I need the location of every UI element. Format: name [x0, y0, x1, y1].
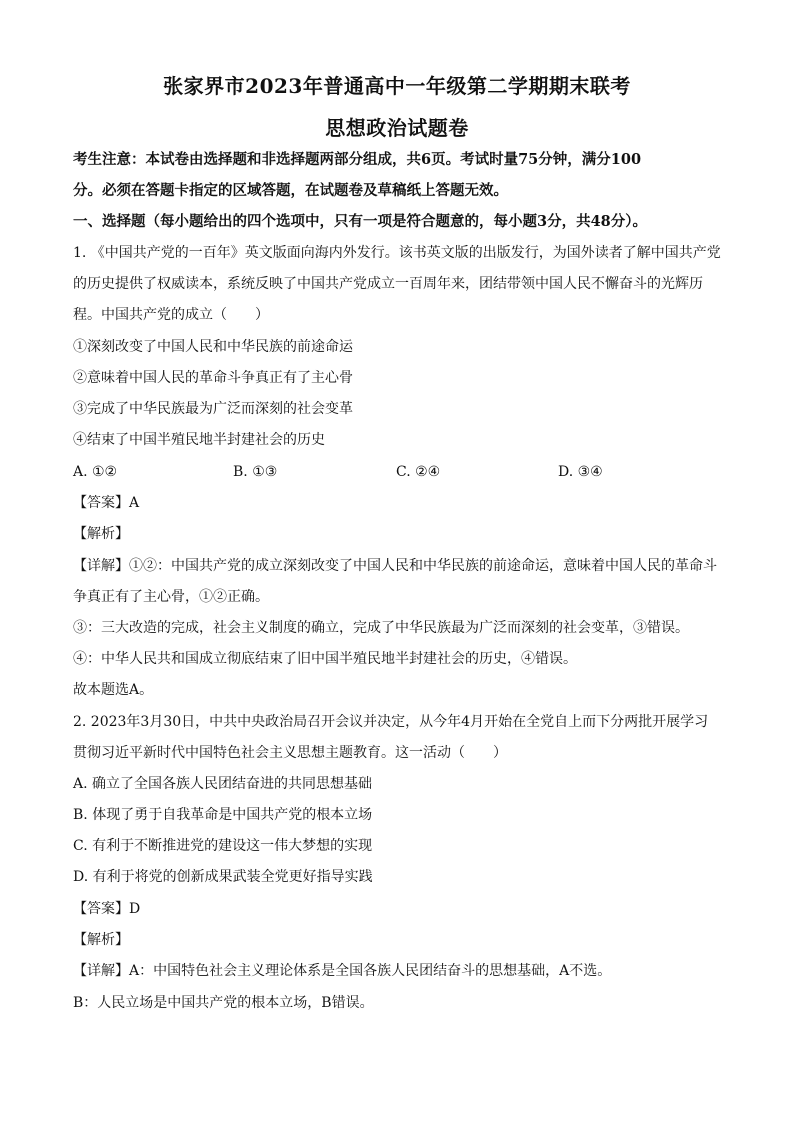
q1-item-1: ①深刻改变了中国人民和中华民族的前途命运: [73, 339, 353, 355]
q1-stem-line-2: 的历史提供了权威读本，系统反映了中国共产党成立一百周年来，团结带领中国人民不懈奋斗的光辉历: [73, 276, 703, 292]
page-title: 张家界市2023年普通高中一年级第二学期期末联考: [163, 74, 631, 98]
q2-option-b: B. 体现了勇于自我革命是中国共产党的根本立场: [73, 807, 373, 823]
notice-line-2: 分。必须在答题卡指定的区域答题，在试题卷及草稿纸上答题无效。: [73, 182, 508, 199]
q1-item-2: ②意味着中国人民的革命斗争真正有了主心骨: [73, 370, 353, 386]
q1-analysis-label: 【解析】: [73, 526, 129, 542]
q1-option-b: B. ①③: [233, 464, 278, 480]
q1-option-c: C. ②④: [396, 464, 441, 480]
q1-stem-line-1: 1. 《中国共产党的一百年》英文版面向海内外发行。该书英文版的出版发行，为国外读者了解中国共产党: [73, 245, 721, 261]
q1-item-3: ③完成了中华民族最为广泛而深刻的社会变革: [73, 401, 353, 417]
q2-analysis-label: 【解析】: [73, 932, 129, 948]
notice-line-1: 考生注意：本试卷由选择题和非选择题两部分组成，共6页。考试时量75分钟，满分100: [73, 151, 642, 168]
q1-conclusion: 故本题选A。: [73, 682, 154, 698]
section-heading: 一、选择题（每小题给出的四个选项中，只有一项是符合题意的，每小题3分，共48分）。: [73, 213, 648, 230]
q1-option-d: D. ③④: [558, 464, 603, 480]
q1-item-4: ④结束了中国半殖民地半封建社会的历史: [73, 432, 325, 448]
page-subtitle: 思想政治试题卷: [325, 116, 469, 140]
q1-detail-line-3: ③：三大改造的完成，社会主义制度的确立，完成了中华民族最为广泛而深刻的社会变革，③错误。: [73, 620, 689, 636]
q2-option-a: A. 确立了全国各族人民团结奋进的共同思想基础: [73, 776, 373, 792]
q2-stem-line-2: 贯彻习近平新时代中国特色社会主义思想主题教育。这一活动（ ）: [73, 745, 507, 761]
q1-detail-line-4: ④：中华人民共和国成立彻底结束了旧中国半殖民地半封建社会的历史，④错误。: [73, 651, 577, 667]
q2-detail-line-1: 【详解】A：中国特色社会主义理论体系是全国各族人民团结奋斗的思想基础，A不选。: [73, 963, 612, 979]
q1-answer: 【答案】A: [73, 495, 140, 511]
q2-stem-line-1: 2. 2023年3月30日，中共中央政治局召开会议并决定，从今年4月开始在全党自上而下分两批开展学习: [73, 714, 709, 730]
q2-option-d: D. 有利于将党的创新成果武装全党更好指导实践: [73, 869, 373, 885]
q1-stem-line-3: 程。中国共产党的成立（ ）: [73, 307, 269, 323]
q1-option-a: A. ①②: [73, 464, 118, 480]
q2-detail-line-2: B：人民立场是中国共产党的根本立场，B错误。: [73, 995, 374, 1011]
q1-detail-line-2: 争真正有了主心骨，①②正确。: [73, 589, 269, 605]
q2-option-c: C. 有利于不断推进党的建设这一伟大梦想的实现: [73, 838, 373, 854]
q2-answer: 【答案】D: [73, 901, 141, 917]
q1-detail-line-1: 【详解】①②：中国共产党的成立深刻改变了中国人民和中华民族的前途命运，意味着中国人民的革命斗: [73, 558, 717, 574]
